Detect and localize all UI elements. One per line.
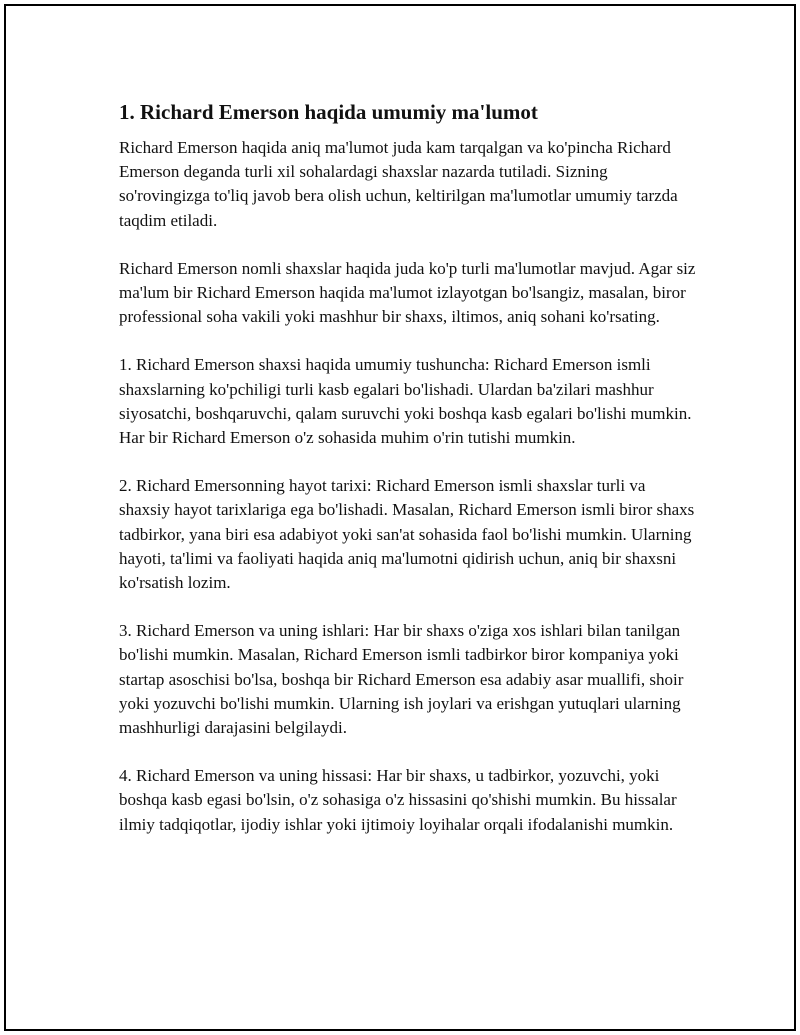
document-page [4,4,796,1031]
section-heading: 1. Richard Emerson haqida umumiy ma'lumot [119,100,538,124]
paragraph-intro: Richard Emerson haqida aniq ma'lumot juda kam tarqalgan va ko'pincha Richard Emerson deganda turli xil sohalardagi shaxslar nazarda tutiladi. Sizning so'rovingizga to'liq javob bera olish uchun, keltirilgan ma'lumotlar umumiy tarzda taqdim etiladi. [119,138,678,230]
paragraph-clarification: Richard Emerson nomli shaxslar haqida juda ko'p turli ma'lumotlar mavjud. Agar siz ma'lum bir Richard Emerson haqida ma'lumot izlayotgan bo'lsangiz, masalan, biror professional soha vakili yoki mashhur bir shaxs, iltimos, aniq sohani ko'rsating. [119,258,696,327]
paragraph-point-1: 1. Richard Emerson shaxsi haqida umumiy tushuncha: Richard Emerson ismli shaxslarning ko'pchiligi turli kasb egalari bo'lishadi. Ulardan ba'zilari mashhur siyosatchi, boshqaruvchi, qalam suruvchi yoki boshqa kasb egalari bo'lishi mumkin. Har bir Richard Emerson o'z sohasida muhim o'rin tutishi mumkin. [119,355,692,448]
paragraph-point-2: 2. Richard Emersonning hayot tarixi: Richard Emerson ismli shaxslar turli va shaxsiy hayot tarixlariga ega bo'lishadi. Masalan, Richard Emerson ismli biror shaxs tadbirkor, yana biri esa adabiyot yoki san'at sohasida faol bo'lishi mumkin. Ularning hayoti, ta'limi va faoliyati haqida aniq ma'lumotni qidirish uchun, aniq bir shaxsni ko'rsatish lozim. [119,476,695,593]
paragraph-point-3: 3. Richard Emerson va uning ishlari: Har bir shaxs o'ziga xos ishlari bilan tanilgan bo'lishi mumkin. Masalan, Richard Emerson ismli tadbirkor biror kompaniya yoki startap asoschisi bo'lsa, boshqa bir Richard Emerson esa adabiy asar muallifi, shoir yoki yozuvchi bo'lishi mumkin. Ularning ish joylari va erishgan yutuqlari ularning mashhurligi darajasini belgilaydi. [119,621,684,738]
document-body [119,98,699,861]
paragraph-point-4: 4. Richard Emerson va uning hissasi: Har bir shaxs, u tadbirkor, yozuvchi, yoki boshqa kasb egasi bo'lsin, o'z sohasiga o'z hissasini qo'shishi mumkin. Bu hissalar ilmiy tadqiqotlar, ijodiy ishlar yoki ijtimoiy loyihalar orqali ifodalanishi mumkin. [119,766,677,834]
